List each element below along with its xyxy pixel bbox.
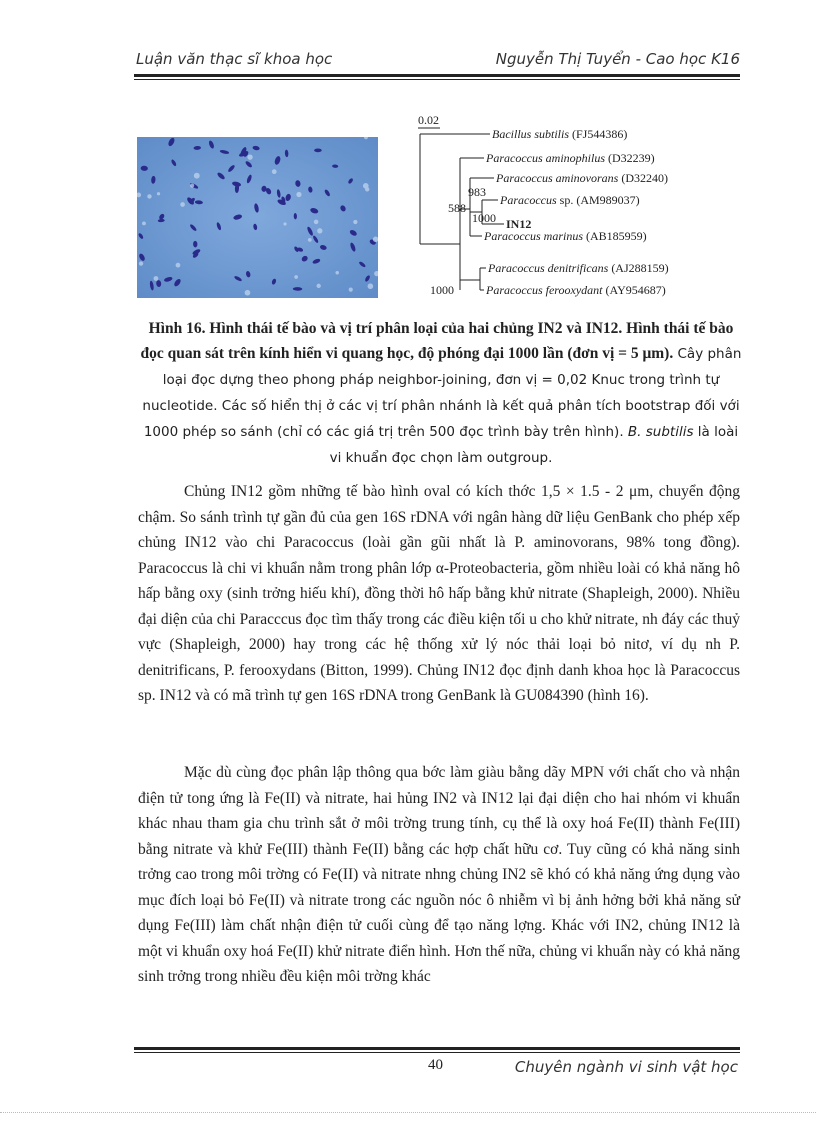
background-speck <box>139 261 143 265</box>
running-header-left: Luận văn thạc sĩ khoa học <box>136 50 333 68</box>
taxon-aminophilus: Paracoccus aminophilus <box>486 151 605 165</box>
caption-body-2: là loài vi khuẩn đọc chọn làm outgroup. <box>329 424 739 466</box>
header-rule-thin <box>134 79 740 80</box>
background-speck <box>142 222 146 226</box>
bootstrap-1000-ferooxydant: 1000 <box>430 283 454 297</box>
running-header-right: Nguyễn Thị Tuyển - Cao học K16 <box>495 50 740 68</box>
paragraph-2: Mặc dù cùng đọc phân lập thông qua bớc làm giàu bằng dãy MPN với chất cho và nhận điện tử tong ứng là Fe(II) và nitrate, hai hủng IN2 và IN12 lại đại diện cho hai nhóm vi khuẩn khác nhau tham gia chu trình sắt ở môi trờng trung tính, cụ thể là oxy hoá Fe(II) thành Fe(III) bằng nitrate và khử Fe(III) thành Fe(II) bằng các hợp chất hữu cơ. Tuy cũng có khả năng sinh trởng cao trong môi trờng có Fe(II) và nitrate nhng chủng IN2 sẽ khó có khả năng ứng dụng vào mục đích loại bỏ Fe(II) và nitrate trong các nguồn nóc ô nhiễm vì bị ảnh hởng bởi khả năng sử dụng Fe(III) làm chất nhận điện tử cuối cùng để tạo năng lợng. Khác với IN2, chủng IN12 là một vi khuẩn oxy hoá Fe(II) khử nitrate điển hình. Hơn thế nữa, chủng vi khuẩn này có khả năng sinh trởng trong nhiều đều kiện môi trờng khác <box>138 764 740 985</box>
taxon-denitrificans: Paracoccus denitrificans <box>488 261 609 275</box>
background-speck <box>363 183 369 189</box>
svg-text:Paracoccus denitrificans (AJ28: Paracoccus denitrificans (AJ288159) <box>488 261 669 275</box>
figure-caption <box>138 316 744 471</box>
background-speck <box>353 220 357 224</box>
bootstrap-1000-in12: 1000 <box>472 211 496 225</box>
paragraph-1: Chủng IN12 gồm những tế bào hình oval có kích thớc 1,5 × 1.5 - 2 μm, chuyển động chậm. So sánh trình tự gần đủ của gen 16S rDNA với ngân hàng dữ liệu GenBank cho phép xếp chủng IN12 vào chi Paracoccus (loài gần gũi nhất là P. aminovorans, 98% tong đồng). Paracoccus là chi vi khuẩn nằm trong phân lớp α-Proteobacteria, gồm nhiều loài có khả năng hô hấp bằng oxy (sinh trởng hiếu khí), đồng thời hô hấp bằng khử nitrate (Shapleigh, 2000). Nhiều đại diện của chi Paracccus đọc tìm thấy trong các điều kiện tối u cho khử nitrate, nh đáy các thuỷ vực (Shapleigh, 2000) hay trong các hệ thống xử lý nóc thải loại bỏ nitơ, ví dụ nh P. denitrificans, P. ferooxydans (Bitton, 1999). Chủng IN12 đọc định danh khoa học là Paracoccus sp. IN12 và có mã trình tự gen 16S rDNA trong GenBank là GU084390 (hình 16). <box>138 483 740 704</box>
page-number: 40 <box>428 1057 443 1073</box>
svg-text:Paracoccus marinus (AB185959): Paracoccus marinus (AB185959) <box>484 229 647 243</box>
bootstrap-983: 983 <box>468 185 486 199</box>
background-speck <box>317 284 321 288</box>
svg-text:Paracoccus ferooxydant (AY9546: Paracoccus ferooxydant (AY954687) <box>486 283 666 297</box>
background-speck <box>294 275 298 279</box>
tree-scale-label: 0.02 <box>418 113 439 127</box>
bacterium-cell <box>314 148 322 152</box>
footer-rule-thin <box>134 1052 740 1053</box>
header-rule <box>134 74 740 77</box>
footer-rule <box>134 1047 740 1050</box>
taxon-paracoccus-sp: Paracoccus <box>500 193 557 207</box>
background-speck <box>147 194 151 198</box>
background-speck <box>247 154 252 159</box>
background-speck <box>317 228 322 233</box>
background-speck <box>283 222 286 225</box>
background-speck <box>154 276 159 281</box>
background-speck <box>308 238 312 242</box>
background-speck <box>194 173 200 179</box>
taxon-in12: IN12 <box>506 217 532 231</box>
caption-italic: B. subtilis <box>623 424 694 440</box>
svg-text:Paracoccus sp. (AM989037): Paracoccus sp. (AM989037) <box>500 193 640 207</box>
taxon-aminovorans: Paracoccus aminovorans <box>496 171 619 185</box>
background-speck <box>180 202 185 207</box>
background-speck <box>368 283 374 289</box>
svg-text:Paracoccus aminovorans (D32240: Paracoccus aminovorans (D32240) <box>496 171 668 185</box>
caption-title: Hình 16. Hình thái tế bào và vị trí phân loại của hai chủng IN2 và IN12. Hình thái tế bào đọc quan sát trên kính hiển vi quang học, độ phóng đại 1000 lần (đơn vị = 5 μm). <box>140 320 734 362</box>
bootstrap-588: 588 <box>448 201 466 215</box>
background-speck <box>296 192 301 197</box>
taxon-bacillus: Bacillus subtilis <box>492 127 570 141</box>
taxon-ferooxydant: Paracoccus ferooxydant <box>486 283 603 297</box>
background-speck <box>245 290 251 296</box>
background-speck <box>349 288 353 292</box>
background-speck <box>157 192 160 195</box>
micrograph-image <box>137 137 378 298</box>
background-speck <box>314 220 319 225</box>
background-speck <box>176 263 181 268</box>
svg-text:Bacillus subtilis (FJ544386): Bacillus subtilis (FJ544386) <box>492 127 628 141</box>
bottom-dotted-line <box>0 1112 816 1113</box>
running-footer-right: Chuyên ngành vi sinh vật học <box>514 1058 738 1076</box>
background-speck <box>190 183 194 187</box>
caption-body-1: Cây phân loại đọc dựng theo phong pháp neighbor-joining, đơn vị = 0,02 Knuc trong trình tự nucleotide. Các số hiển thị ở các vị trí phân nhánh là kết quả phân tích bootstrap đối với 1000 phép so sánh (chỉ có các giá trị trên 500 đọc trình bày trên hình). <box>142 346 742 440</box>
phylogenetic-tree <box>410 112 730 302</box>
svg-text:Paracoccus aminophilus (D32239: Paracoccus aminophilus (D32239) <box>486 151 655 165</box>
background-speck <box>272 169 277 174</box>
taxon-marinus: Paracoccus marinus <box>484 229 583 243</box>
background-speck <box>335 271 338 274</box>
